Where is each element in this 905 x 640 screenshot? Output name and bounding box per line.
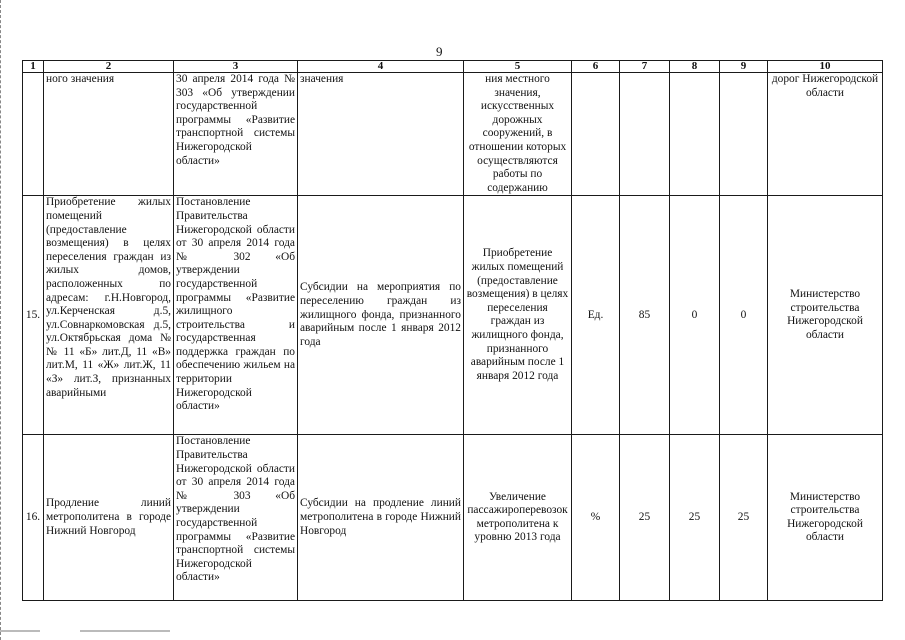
program-table bbox=[22, 60, 883, 601]
indicator: Увеличение пассажироперевозок метрополитена к уровню 2013 года bbox=[464, 435, 572, 601]
page-number: 9 bbox=[436, 44, 443, 59]
scan-edge-mark bbox=[0, 0, 4, 640]
measure-name: Продление линий метрополитена в городе Нижний Новгород bbox=[44, 435, 174, 601]
row-number: 16. bbox=[23, 435, 44, 601]
indicator: Приобретение жилых помещений (предоставление возмещения) в целях переселения граждан из жилищного фонда, признанного аварийным после 1 января 2012 года bbox=[464, 196, 572, 435]
executor: Министерство строительства Нижегородской области bbox=[768, 435, 883, 601]
col-header: 6 bbox=[572, 61, 620, 73]
value-8: 25 bbox=[670, 435, 720, 601]
col-header: 4 bbox=[298, 61, 464, 73]
table-row bbox=[23, 435, 883, 601]
value-8 bbox=[670, 73, 720, 196]
indicator: ния местного значения, искусственных дорожных сооружений, в отношении которых осуществляются работы по содержанию bbox=[464, 73, 572, 196]
scan-artifact bbox=[0, 630, 40, 632]
col-header: 1 bbox=[23, 61, 44, 73]
value-8: 0 bbox=[670, 196, 720, 435]
value-9 bbox=[720, 73, 768, 196]
value-9: 0 bbox=[720, 196, 768, 435]
value-7 bbox=[620, 73, 670, 196]
unit bbox=[572, 73, 620, 196]
col-header: 8 bbox=[670, 61, 720, 73]
header-row bbox=[23, 61, 883, 73]
executor: Министерство строительства Нижегородской области bbox=[768, 196, 883, 435]
legal-basis: Постановление Правительства Нижегородской области от 30 апреля 2014 года № 303 «Об утверждении государственной программы «Развитие транспортной системы Нижегородской области» bbox=[174, 435, 298, 601]
value-9: 25 bbox=[720, 435, 768, 601]
col-header: 9 bbox=[720, 61, 768, 73]
col-header: 10 bbox=[768, 61, 883, 73]
row-number bbox=[23, 73, 44, 196]
table-row bbox=[23, 73, 883, 196]
executor: дорог Нижегородской области bbox=[768, 73, 883, 196]
col-header: 2 bbox=[44, 61, 174, 73]
col-header: 3 bbox=[174, 61, 298, 73]
subsidy-name: значения bbox=[298, 73, 464, 196]
legal-basis: Постановление Правительства Нижегородской области от 30 апреля 2014 года № 302 «Об утверждении государственной программы «Развитие жилищного строительства и государственная поддержка граждан по обеспечению жильем на территории Нижегородской области» bbox=[174, 196, 298, 435]
subsidy-name: Субсидии на мероприятия по переселению граждан из жилищного фонда, признанного аварийным после 1 января 2012 года bbox=[298, 196, 464, 435]
unit: Ед. bbox=[572, 196, 620, 435]
value-7: 25 bbox=[620, 435, 670, 601]
subsidy-name: Субсидии на продление линий метрополитена в городе Нижний Новгород bbox=[298, 435, 464, 601]
row-number: 15. bbox=[23, 196, 44, 435]
table-row bbox=[23, 196, 883, 435]
measure-name: ного значения bbox=[44, 73, 174, 196]
measure-name: Приобретение жилых помещений (предоставление возмещения) в целях переселения граждан из жилых домов, расположенных по адресам: г.Н.Новгород, ул.Керченская д.5, ул.Совнаркомовская д.5, ул.Октябрьская дома №№ 11 «Б» лит.Д, 11 «В» лит.М, 11 «Ж» лит.Ж, 11 «З» лит.З, признанных аварийными bbox=[44, 196, 174, 435]
legal-basis: 30 апреля 2014 года № 303 «Об утверждении государственной программы «Развитие транспортной системы Нижегородской области» bbox=[174, 73, 298, 196]
col-header: 5 bbox=[464, 61, 572, 73]
scan-artifact bbox=[80, 630, 170, 632]
value-7: 85 bbox=[620, 196, 670, 435]
unit: % bbox=[572, 435, 620, 601]
col-header: 7 bbox=[620, 61, 670, 73]
